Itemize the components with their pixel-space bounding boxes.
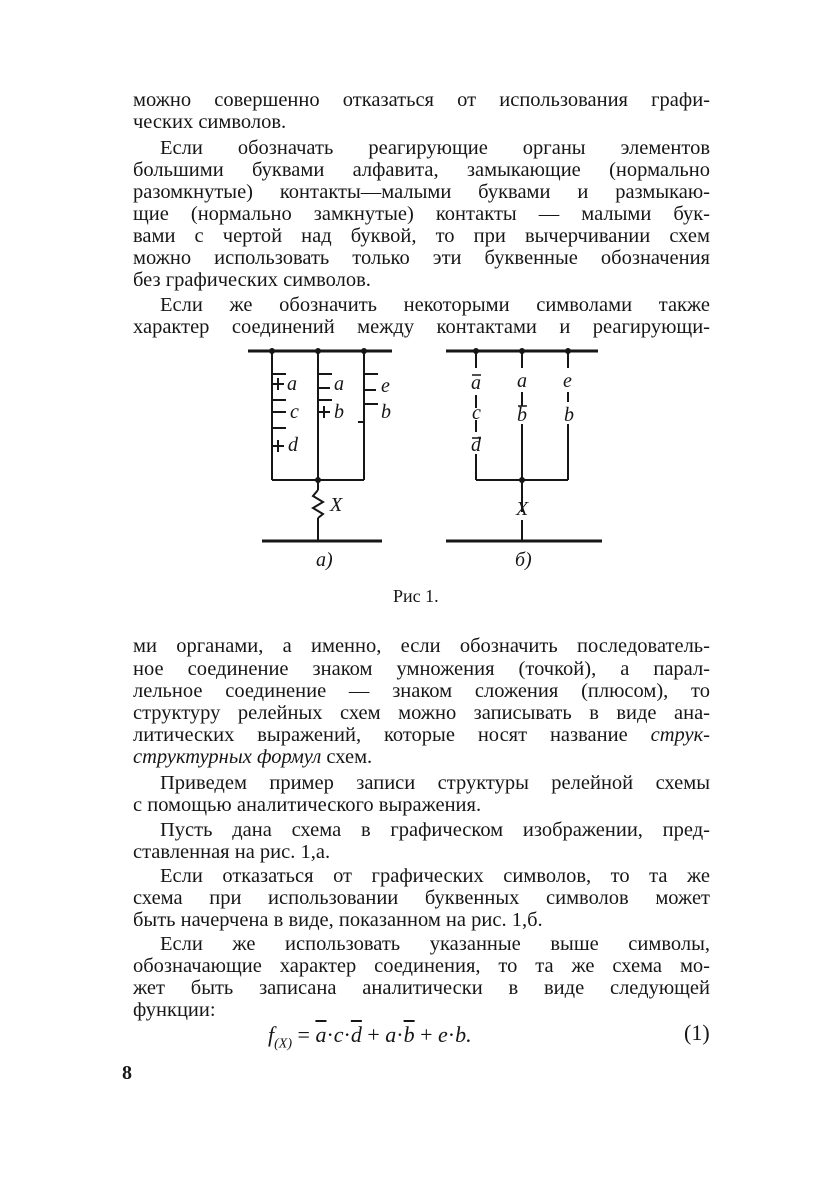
formula-arg: (X) bbox=[274, 1036, 293, 1052]
text-line: Если отказаться от графических символов, то та же bbox=[160, 865, 710, 887]
text-line: функции: bbox=[133, 999, 216, 1021]
figure-sub-a: а) bbox=[316, 549, 333, 571]
label-e: e bbox=[381, 375, 390, 397]
text-line: щие (нормально замкнутые) контакты — малыми бук- bbox=[133, 203, 710, 225]
label-b: b bbox=[381, 401, 391, 423]
equation-number: (1) bbox=[684, 1020, 710, 1045]
text-segment: схем. bbox=[326, 746, 373, 768]
text-line: схема при использовании буквенных символов может bbox=[133, 887, 710, 909]
text-line: разомкнутые) контакты—малыми буквами и размыкаю- bbox=[133, 181, 710, 203]
text-line: Если же обозначить некоторыми символами также bbox=[160, 294, 710, 316]
formula-f: f bbox=[268, 1022, 275, 1047]
figure-caption: Рис 1. bbox=[393, 586, 439, 606]
label-x: X bbox=[330, 494, 343, 516]
text-line: Если же использовать указанные выше символы, bbox=[160, 933, 710, 955]
figure-sub-b: б) bbox=[515, 549, 532, 571]
text-line: можно использовать только эти буквенные обозначения bbox=[133, 247, 710, 269]
label-a: a bbox=[287, 373, 297, 395]
label-a: a bbox=[334, 373, 344, 395]
page-number: 8 bbox=[122, 1062, 132, 1084]
text-line: Приведем пример записи структуры релейной схемы bbox=[160, 772, 710, 794]
text-line bbox=[133, 745, 710, 769]
text-line: быть начерчена в виде, показанном на рис. 1,б. bbox=[133, 909, 543, 931]
text-line: Если обозначать реагирующие органы элементов bbox=[160, 137, 710, 159]
text-segment-italic: структурных формул bbox=[133, 746, 322, 768]
text-line: ное соединение знаком умножения (точкой), а парал- bbox=[133, 658, 710, 680]
label-x: X bbox=[516, 498, 529, 520]
text-segment: литических выражений, которые носят название bbox=[133, 724, 628, 746]
text-line: ческих символов. bbox=[133, 111, 287, 133]
text-line bbox=[133, 723, 710, 747]
text-line: характер соединений между контактами и реагирующи- bbox=[133, 316, 710, 338]
label-a: a bbox=[517, 370, 527, 392]
text-line: без графических символов. bbox=[133, 269, 371, 291]
text-line: лельное соединение — знаком сложения (плюсом), то bbox=[133, 680, 710, 702]
text-line: большими буквами алфавита, замыкающие (нормально bbox=[133, 159, 710, 181]
label-b: b bbox=[564, 404, 574, 426]
text-line: Пусть дана схема в графическом изображении, пред- bbox=[160, 819, 710, 841]
text-line: ми органами, а именно, если обозначить последователь- bbox=[133, 635, 710, 657]
label-b: b bbox=[334, 401, 344, 423]
text-line: ставленная на рис. 1,а. bbox=[133, 841, 331, 863]
text-segment-italic: струк- bbox=[650, 724, 710, 746]
text-line: вами с чертой над буквой, то при вычерчивании схем bbox=[133, 225, 710, 247]
text-line: можно совершенно отказаться от использования графи- bbox=[133, 89, 710, 111]
text-line: с помощью аналитического выражения. bbox=[133, 794, 482, 816]
text-line: структуру релейных схем можно записывать в виде ана- bbox=[133, 702, 710, 724]
label-c: c bbox=[472, 402, 481, 424]
diagram-a bbox=[248, 348, 392, 541]
text-line: жет быть записана аналитически в виде следующей bbox=[133, 977, 710, 999]
label-d-bar: d bbox=[471, 434, 481, 456]
formula: $f_{(X)} = \overline{a}\cdot c\cdot\overline{d} + a\cdot\overline{b} + e\cdot b$. bbox=[268, 1022, 472, 1052]
label-c: c bbox=[290, 401, 299, 423]
label-a-bar: a bbox=[471, 372, 481, 394]
text-line: обозначающие характер соединения, то та же схема мо- bbox=[133, 955, 710, 977]
label-b-bar: b bbox=[517, 404, 527, 426]
label-d: d bbox=[288, 434, 298, 456]
label-e: e bbox=[563, 370, 572, 392]
